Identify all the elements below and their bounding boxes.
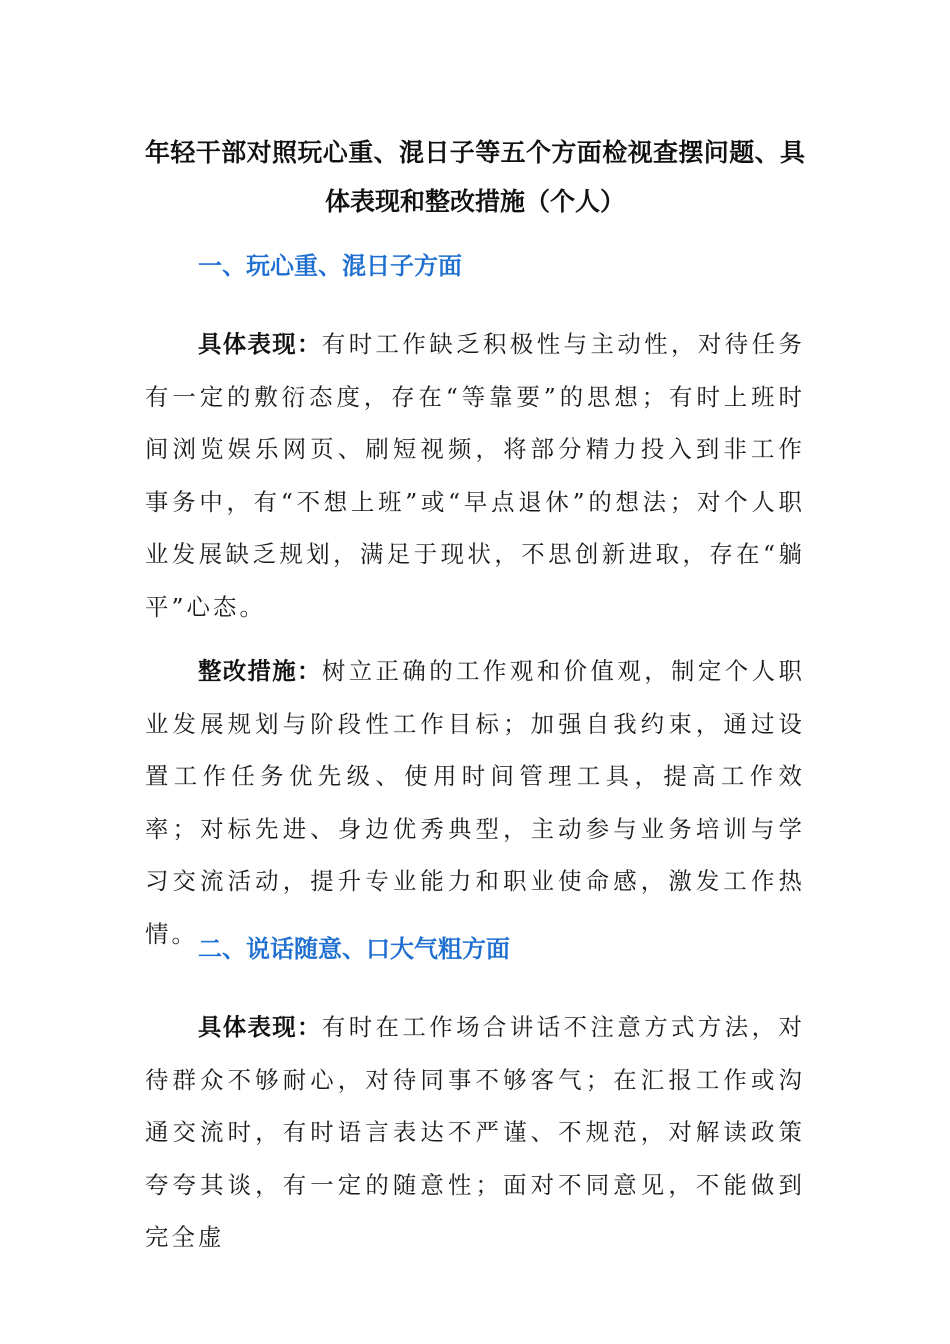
rectification-label: 整改措施：: [198, 657, 322, 685]
rectification-text: 树立正确的工作观和价值观，制定个人职业发展规划与阶段性工作目标；加强自我约束，通过设置工作任务优先级、使用时间管理工具，提高工作效率；对标先进、身边优秀典型，主动参与业务培训与学习交流活动，提升专业能力和职业使命感，激发工作热情。: [145, 657, 805, 948]
section-heading-1: 一、玩心重、混日子方面: [198, 252, 462, 280]
section-1-rectification-paragraph: [145, 645, 805, 960]
document-title: 年轻干部对照玩心重、混日子等五个方面检视查摆问题、具体表现和整改措施（个人）: [145, 138, 805, 216]
section-2-performance-paragraph: [145, 1001, 805, 1264]
section-heading-2: 二、说话随意、口大气粗方面: [198, 935, 510, 963]
performance-label: 具体表现：: [198, 330, 322, 358]
performance-label: 具体表现：: [198, 1013, 322, 1041]
section-1-performance-paragraph: [145, 318, 805, 633]
performance-text: 有时工作缺乏积极性与主动性，对待任务有一定的敷衍态度，存在“等靠要”的思想；有时上班时间浏览娱乐网页、刷短视频，将部分精力投入到非工作事务中，有“不想上班”或“早点退休”的想法；对个人职业发展缺乏规划，满足于现状，不思创新进取，存在“躺平”心态。: [145, 330, 805, 621]
performance-text: 有时在工作场合讲话不注意方式方法，对待群众不够耐心，对待同事不够客气；在汇报工作或沟通交流时，有时语言表达不严谨、不规范，对解读政策夸夸其谈，有一定的随意性；面对不同意见，不能做到完全虚: [145, 1013, 805, 1251]
